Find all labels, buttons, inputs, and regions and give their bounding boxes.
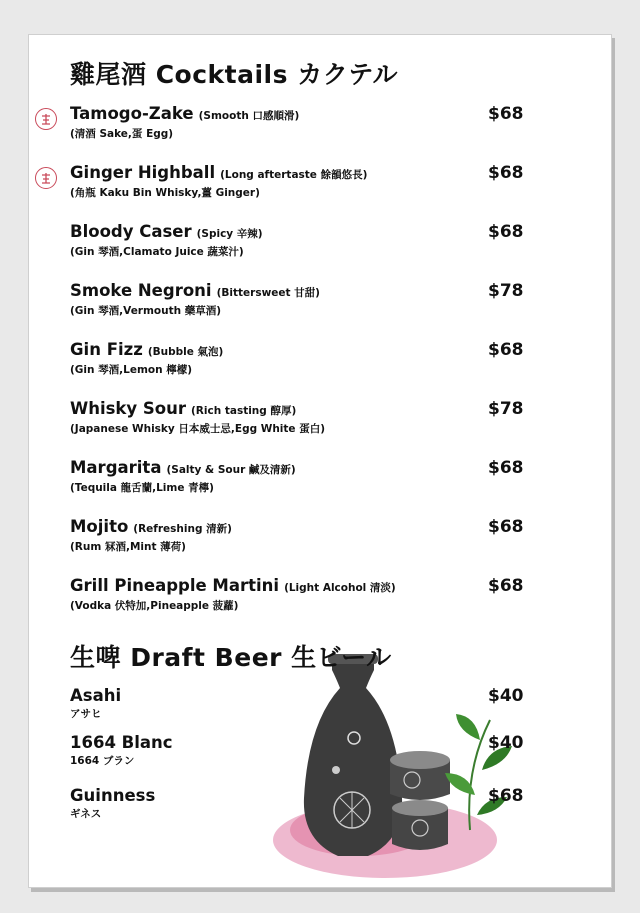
item-note: (Salty & Sour 鹹及清新) [166,464,296,476]
item-name: Bloody Caser [70,222,192,241]
item-ingredients: (角瓶 Kaku Bin Whisky,薑 Ginger) [70,187,260,199]
item-name: Smoke Negroni [70,281,212,300]
cocktail-item [70,163,520,200]
beer-heading: 生啤 Draft Beer 生ビール [70,643,392,672]
item-ingredients: (Rum 冧酒,Mint 薄荷) [70,541,186,553]
cocktail-item [70,399,520,436]
item-price: $78 [488,399,524,419]
item-ingredients: (Gin 琴酒,Clamato Juice 蔬菜汁) [70,246,244,258]
item-price: $68 [488,786,524,806]
item-note: (Refreshing 清新) [133,523,232,535]
item-subtitle: アサヒ [70,708,102,720]
item-note: (Bittersweet 甘甜) [216,287,320,299]
item-ingredients: (Tequila 龍舌蘭,Lime 青檸) [70,482,214,494]
beer-item [70,786,520,821]
cocktail-item [70,340,520,377]
item-name: Tamogo-Zake [70,104,194,123]
cocktail-item [70,458,520,495]
item-name: Gin Fizz [70,340,143,359]
recommend-stamp-icon [35,167,57,189]
cocktail-item [70,281,520,318]
cocktails-heading: 雞尾酒 Cocktails カクテル [70,60,398,89]
item-price: $68 [488,340,524,360]
cocktail-item [70,517,520,554]
item-ingredients: (Gin 琴酒,Vermouth 藥草酒) [70,305,222,317]
item-price: $68 [488,517,524,537]
item-price: $40 [488,733,524,753]
item-note: (Bubble 氣泡) [147,346,224,358]
item-price: $40 [488,686,524,706]
beer-item [70,686,520,721]
recommend-stamp-icon [35,108,57,130]
item-price: $68 [488,458,524,478]
item-ingredients: (Gin 琴酒,Lemon 檸檬) [70,364,193,376]
cocktail-item [70,104,520,141]
item-name: 1664 Blanc [70,733,173,752]
item-name: Ginger Highball [70,163,216,182]
item-note: (Long aftertaste 餘韻悠長) [220,169,368,181]
item-subtitle: ギネス [70,808,102,820]
item-ingredients: (Vodka 伏特加,Pineapple 菠蘿) [70,600,239,612]
item-name: Whisky Sour [70,399,186,418]
item-name: Grill Pineapple Martini [70,576,280,595]
beer-item [70,733,520,768]
item-price: $68 [488,576,524,596]
cocktail-item [70,222,520,259]
item-ingredients: (Japanese Whisky 日本威士忌,Egg White 蛋白) [70,423,326,435]
item-price: $78 [488,281,524,301]
item-note: (Spicy 辛辣) [196,228,263,240]
item-name: Mojito [70,517,129,536]
item-ingredients: (清酒 Sake,蛋 Egg) [70,128,174,140]
item-name: Guinness [70,786,156,805]
item-name: Asahi [70,686,122,705]
item-note: (Light Alcohol 清淡) [284,582,396,594]
item-price: $68 [488,163,524,183]
item-price: $68 [488,222,524,242]
item-note: (Rich tasting 醇厚) [191,405,297,417]
item-note: (Smooth 口感順滑) [198,110,300,122]
item-price: $68 [488,104,524,124]
cocktail-item [70,576,520,613]
item-name: Margarita [70,458,162,477]
item-subtitle: 1664 ブラン [70,755,135,767]
